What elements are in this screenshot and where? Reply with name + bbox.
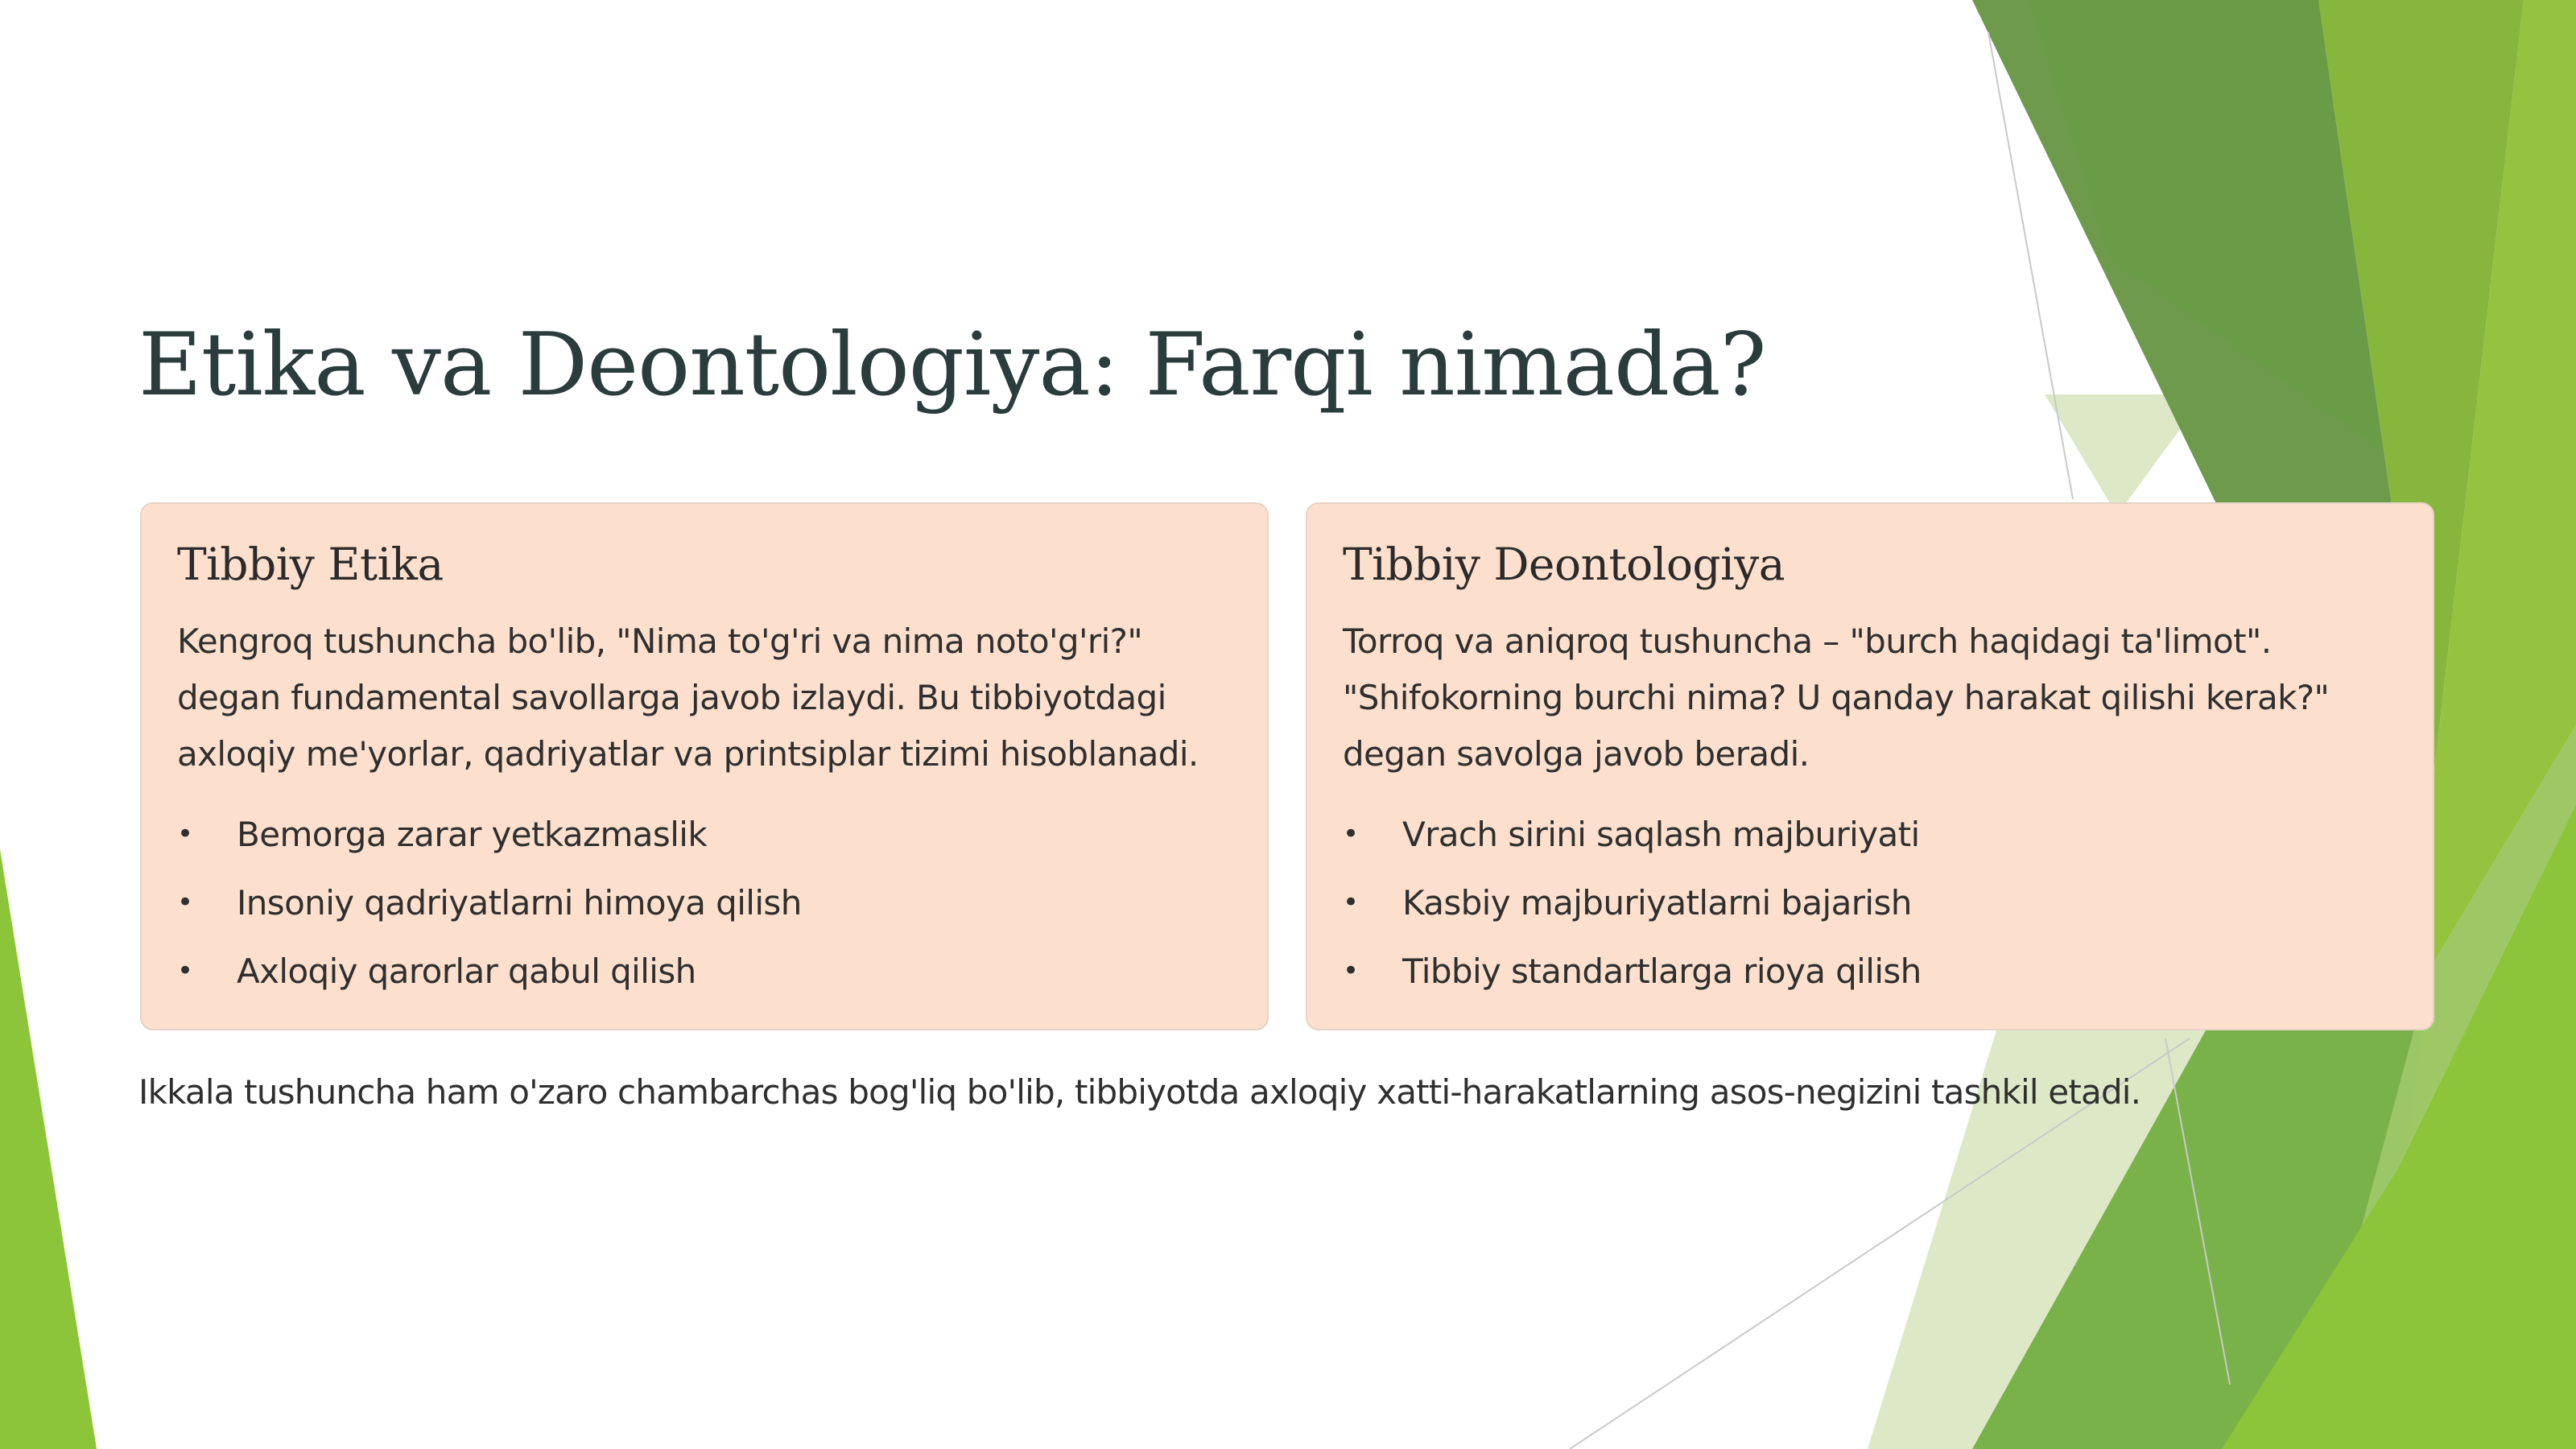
list-item	[177, 800, 1232, 869]
list-item-text: Kasbiy majburiyatlarni bajarish	[1402, 883, 1912, 923]
bullet-icon: •	[1343, 886, 1359, 919]
bullet-icon: •	[177, 955, 193, 987]
list-item-text: Insoniy qadriyatlarni himoya qilish	[237, 883, 802, 923]
page-title: Etika va Deontologiya: Farqi nimada?	[138, 315, 1766, 415]
bullet-list	[1343, 800, 2397, 1005]
green-triangle-left	[0, 849, 97, 1449]
bullet-icon: •	[1343, 818, 1359, 850]
footer-summary: Ikkala tushuncha ham o'zaro chambarchas bog'liq bo'lib, tibbiyotda axloqiy xatti-harakatlarning asos-negizini tashkil etadi.	[138, 1072, 2141, 1112]
card-description: Kengroq tushuncha bo'lib, "Nima to'g'ri va nima noto'g'ri?" degan fundamental savollarga javob izlaydi. Bu tibbiyotdagi axloqiy me'yorlar, qadriyatlar va printsiplar tizimi hisoblanadi.	[177, 621, 1199, 774]
bullet-list	[177, 800, 1232, 1005]
card-title: Tibbiy Etika	[177, 539, 444, 590]
card-tibbiy-etika	[140, 502, 1269, 1030]
list-item-text: Tibbiy standartlarga rioya qilish	[1402, 952, 1922, 991]
bullet-icon: •	[1343, 955, 1359, 987]
list-item	[177, 869, 1232, 937]
list-item	[1343, 937, 2397, 1005]
list-item-text: Vrach sirini saqlash majburiyati	[1402, 815, 1920, 854]
card-description: Torroq va aniqroq tushuncha – "burch haqidagi ta'limot". "Shifokorning burchi nima? U qanday harakat qilishi kerak?" degan savolga javob beradi.	[1343, 621, 2330, 774]
bullet-icon: •	[177, 818, 193, 850]
card-title: Tibbiy Deontologiya	[1343, 539, 1785, 590]
list-item	[177, 937, 1232, 1005]
card-tibbiy-deontologiya	[1306, 502, 2434, 1030]
bullet-icon: •	[177, 886, 193, 919]
list-item	[1343, 869, 2397, 937]
list-item-text: Bemorga zarar yetkazmaslik	[237, 815, 708, 854]
list-item	[1343, 800, 2397, 869]
list-item-text: Axloqiy qarorlar qabul qilish	[237, 952, 696, 991]
